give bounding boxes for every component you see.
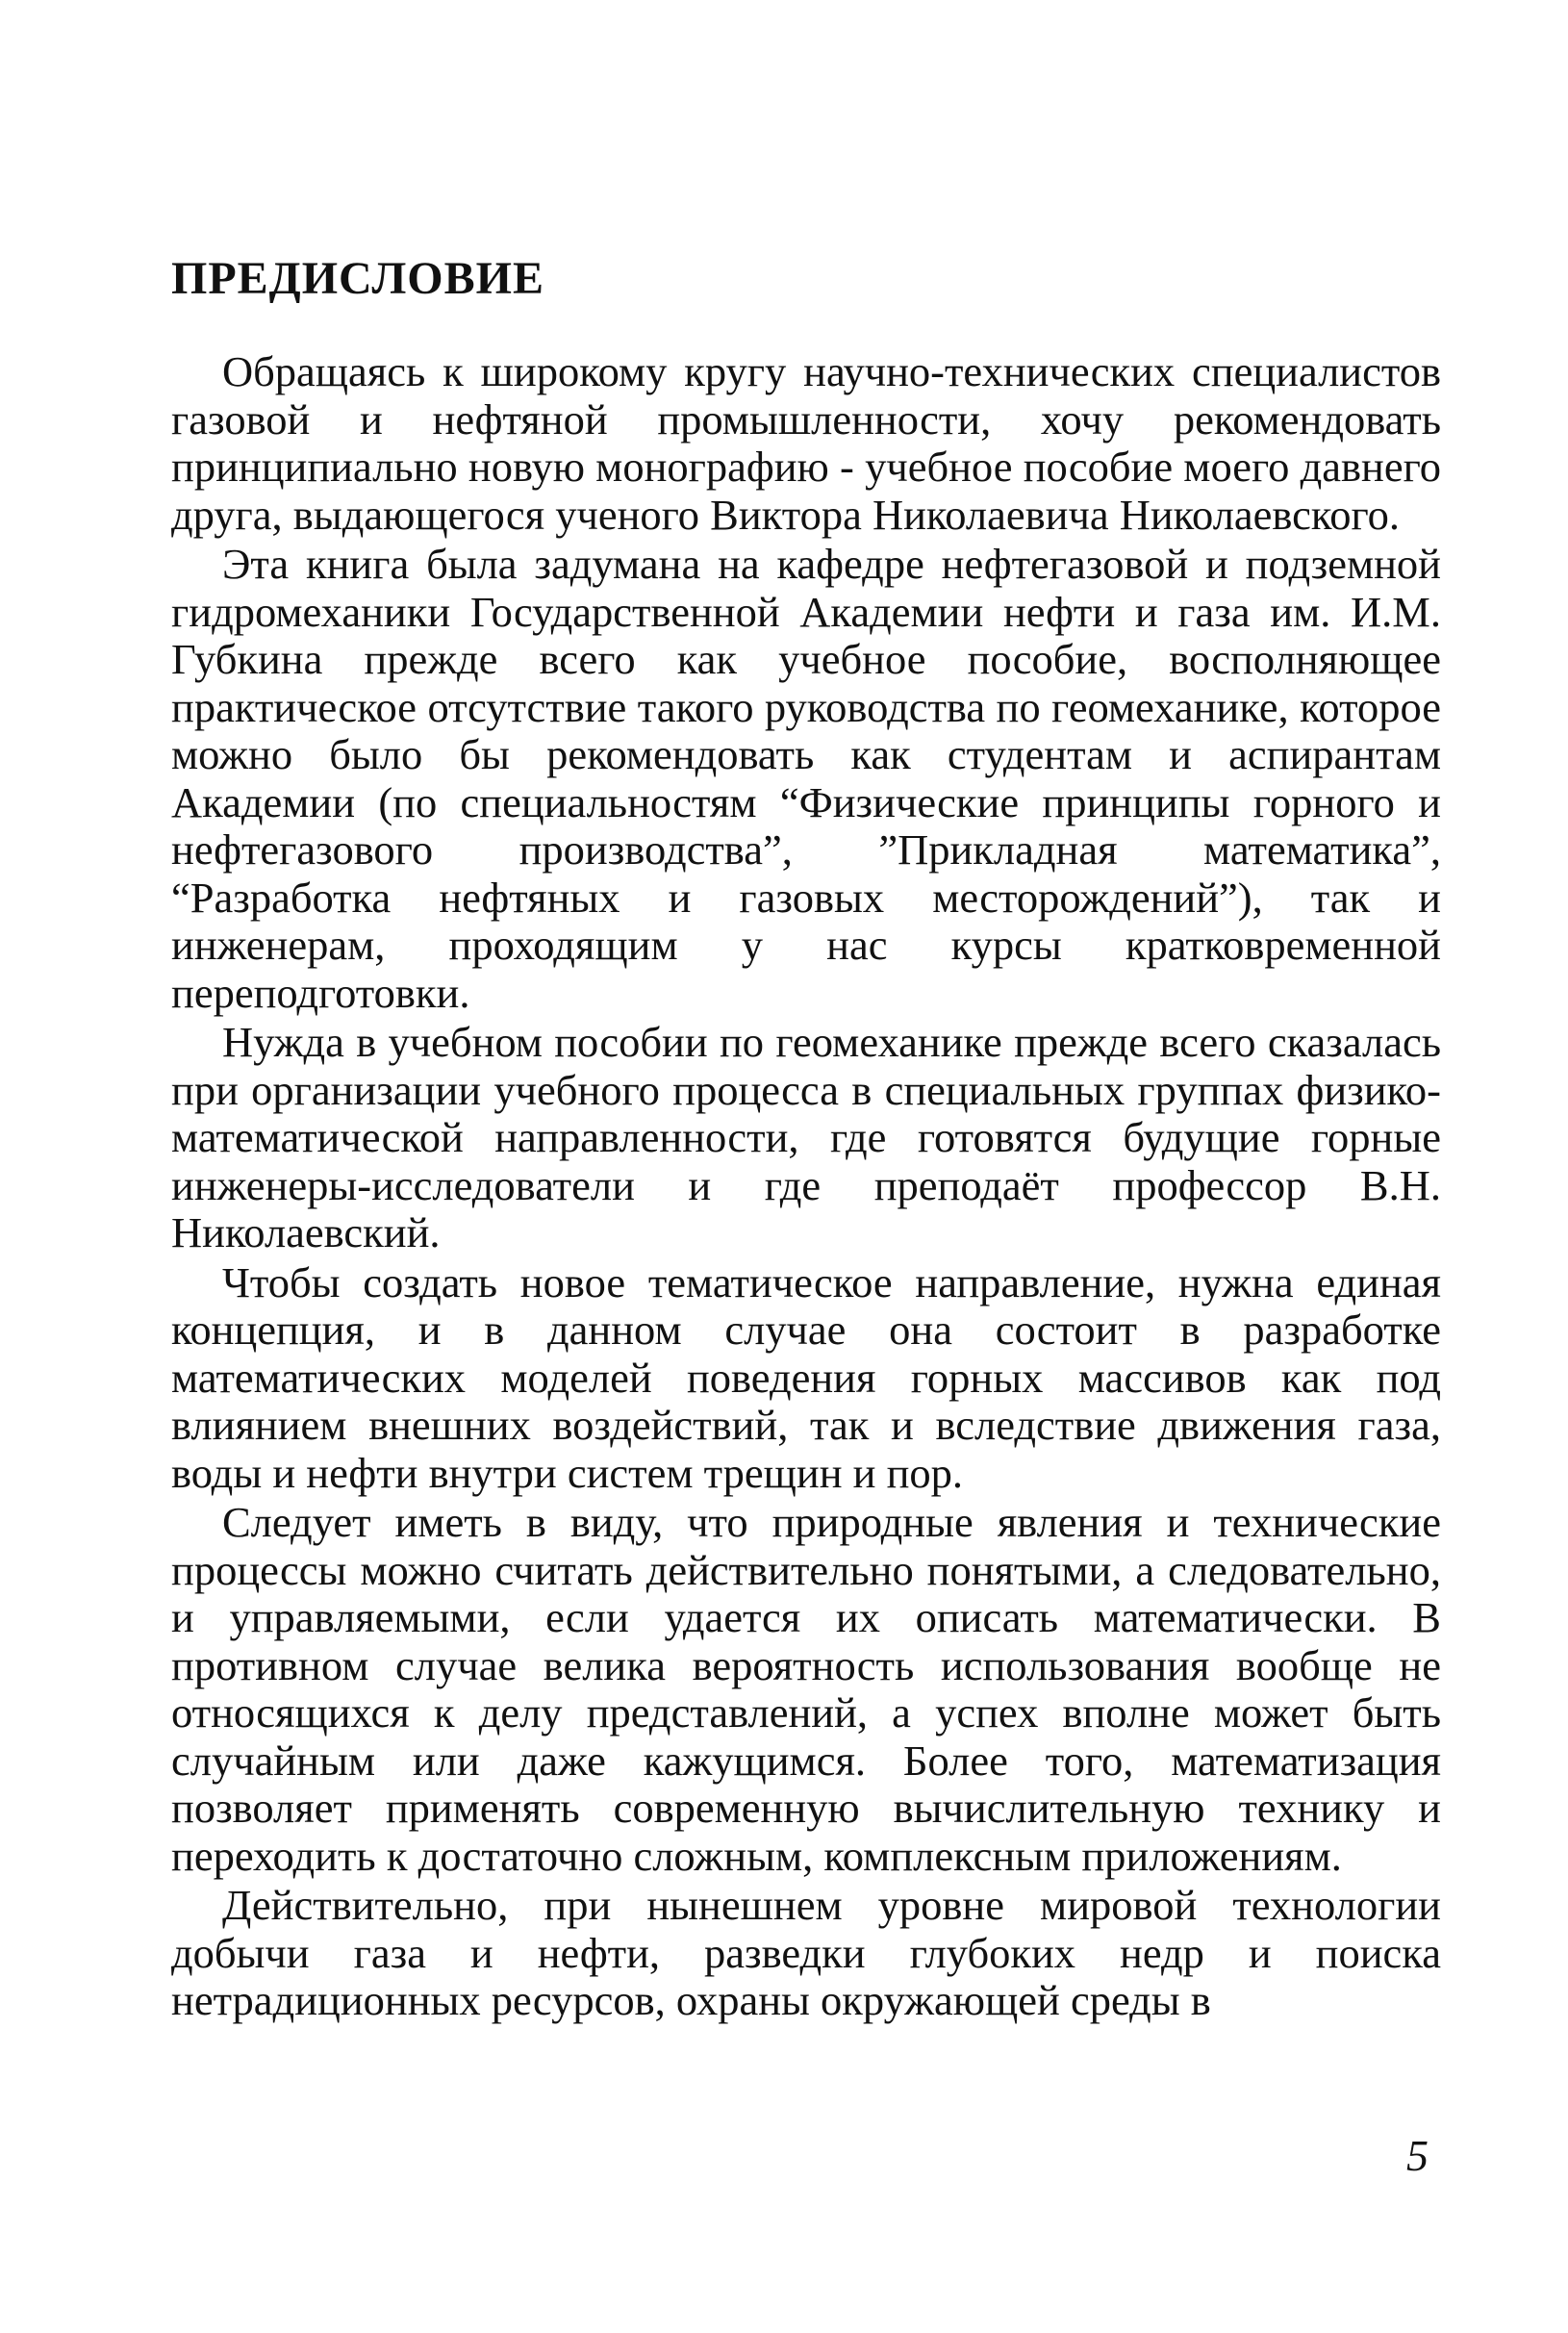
paragraph-3: Нужда в учебном пособии по геомеханике прежде всего сказалась при организации учебного процесса в специальных группах физико-математической направленности, где готовятся будущие горные инженеры-исследователи и где преподаёт профессор В.Н. Николаевский. xyxy=(171,1018,1441,1256)
paragraph-6: Действительно, при нынешнем уровне мировой технологии добычи газа и нефти, разведки глубоких недр и поиска нетрадиционных ресурсов, охраны окружающей среды в xyxy=(171,1881,1441,2024)
page-number: 5 xyxy=(1406,2131,1429,2180)
paragraph-1: Обращаясь к широкому кругу научно-технических специалистов газовой и нефтяной промышленности, хочу рекомендовать принципиально новую монографию - учебное пособие моего давнего друга, выдающегося ученого Виктора Николаевича Николаевского. xyxy=(171,347,1441,539)
paragraph-5: Следует иметь в виду, что природные явления и технические процессы можно считать действительно понятыми, а следовательно, и управляемыми, если удается их описать математически. В противном случае велика вероятность использования вообще не относящихся к делу представлений, а успех вполне может быть случайным или даже кажущимся. Более того, математизация позволяет применять современную вычислительную технику и переходить к достаточно сложным, комплексным приложениям. xyxy=(171,1498,1441,1880)
paragraph-4: Чтобы создать новое тематическое направление, нужна единая концепция, и в данном случае она состоит в разработке математических моделей поведения горных массивов как под влиянием внешних воздействий, так и вследствие движения газа, воды и нефти внутри систем трещин и пор. xyxy=(171,1257,1441,1497)
page-title: ПРЕДИСЛОВИЕ xyxy=(171,253,544,304)
preface-body xyxy=(171,348,1441,2027)
paragraph-2: Эта книга была задумана на кафедре нефтегазовой и подземной гидромеханики Государственной Академии нефти и газа им. И.М. Губкина прежде всего как учебное пособие, восполняющее практическое отсутствие такого руководства по геомеханике, которое можно было бы рекомендовать как студентам и аспирантам Академии (по специальностям “Физические принципы горного и нефтегазового производства”, ”Прикладная математика”, “Разработка нефтяных и газовых месторождений”), так и инженерам, проходящим у нас курсы кратковременной переподготовки. xyxy=(171,540,1441,1017)
